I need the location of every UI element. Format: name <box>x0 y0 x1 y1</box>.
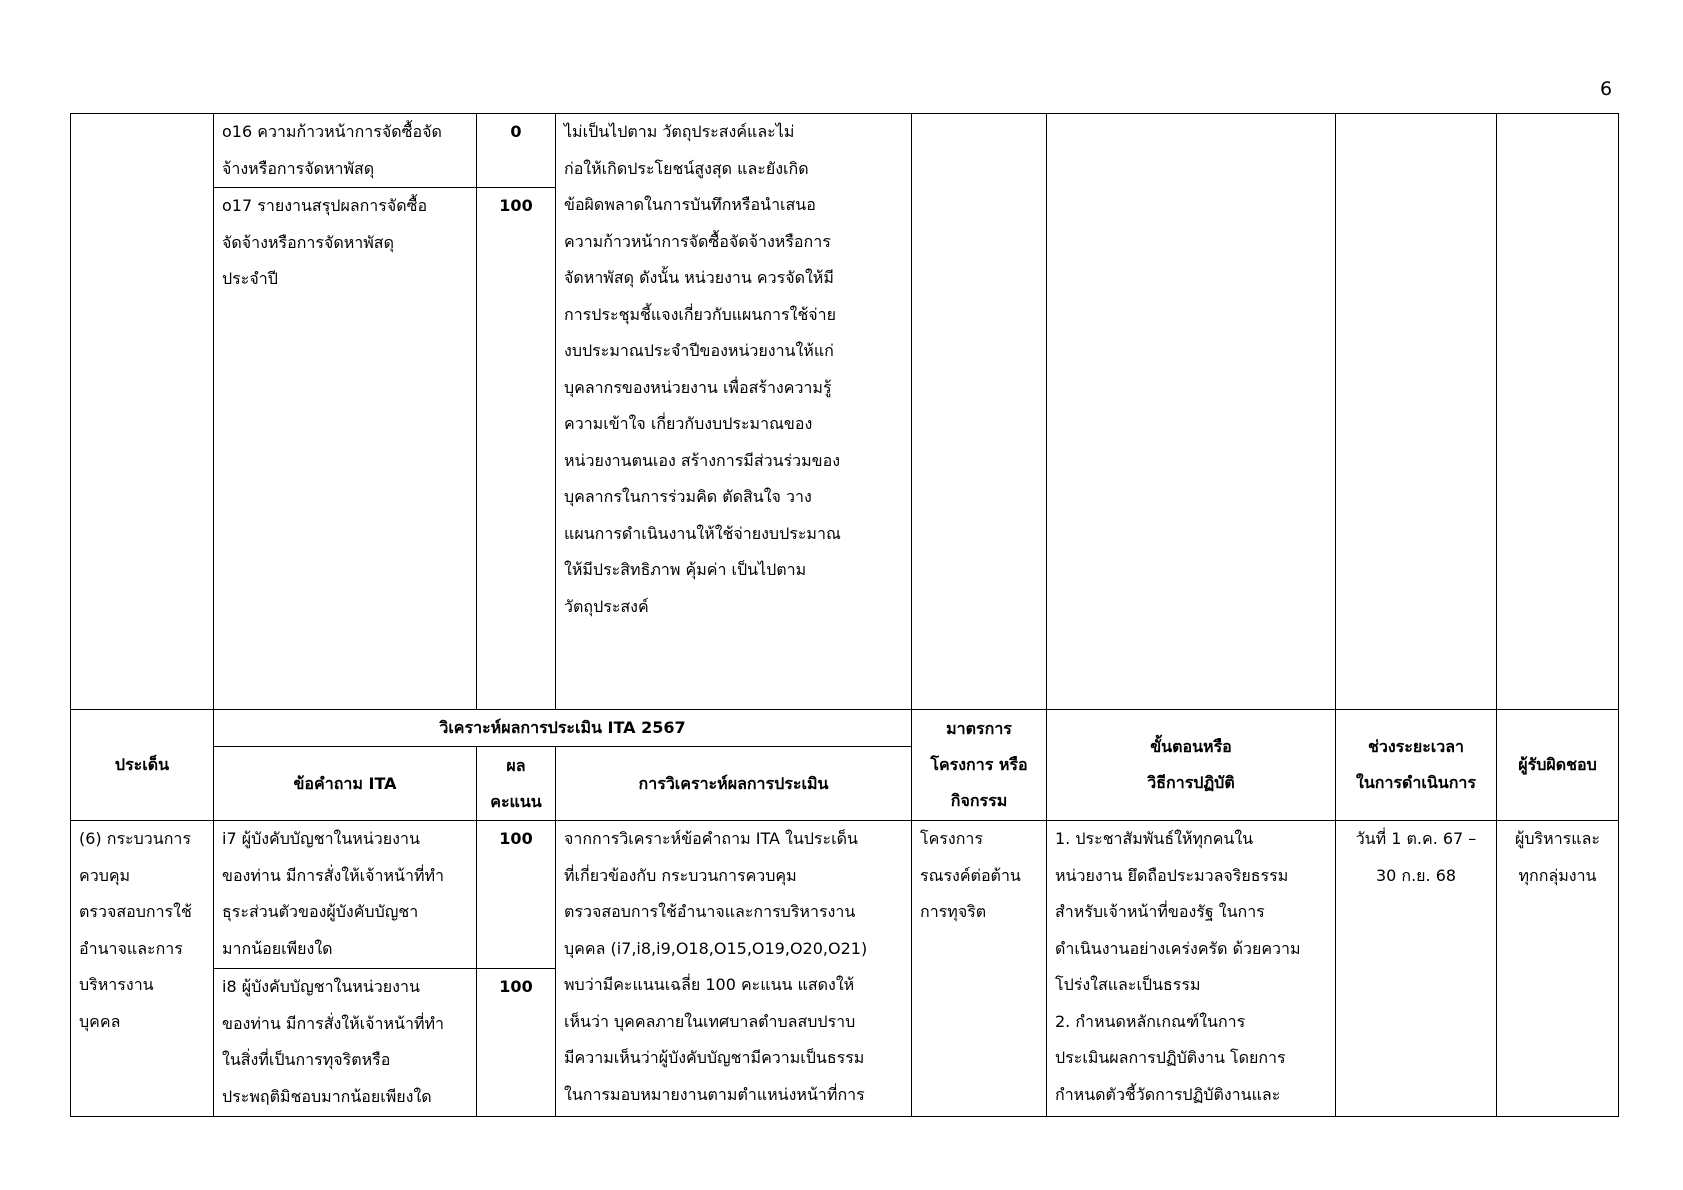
question-text: o17 รายงานสรุปผลการจัดซื้อ จัดจ้างหรือการจัดหาพัสดุ ประจำปี <box>222 196 428 288</box>
continuation-responsible-cell <box>1497 114 1619 710</box>
responsible-text: ผู้บริหารและ ทุกกลุ่มงาน <box>1515 829 1600 885</box>
responsible-cell <box>1497 821 1619 1117</box>
continuation-steps-cell <box>1047 114 1336 710</box>
score-cell-i8 <box>477 969 556 1117</box>
question-text: i8 ผู้บังคับบัญชาในหน่วยงาน ของท่าน มีการสั่งให้เจ้าหน้าที่ทำ ในสิ่งที่เป็นการทุจริตหรือ ประพฤติมิชอบมากน้อยเพียงใด <box>222 977 445 1106</box>
header-score-label: ผล คะแนน <box>490 755 542 811</box>
score-value: 100 <box>499 196 533 215</box>
continuation-row-o16 <box>71 114 1619 188</box>
header-measure <box>912 710 1047 821</box>
measure-text: โครงการ รณรงค์ต่อต้าน การทุจริต <box>920 829 1021 921</box>
header-score <box>477 747 556 821</box>
header-responsible-label: ผู้รับผิดชอบ <box>1518 755 1597 774</box>
issue-cell <box>71 821 214 1117</box>
header-period <box>1336 710 1497 821</box>
question-cell-i7 <box>214 821 477 969</box>
analysis-cell <box>556 821 912 1117</box>
header-measure-label: มาตรการ โครงการ หรือ กิจกรรม <box>930 719 1028 810</box>
steps-text: 1. ประชาสัมพันธ์ให้ทุกคนใน หน่วยงาน ยึดถือประมวลจริยธรรม สำหรับเจ้าหน้าที่ของรัฐ ในการ ดำเนินงานอย่างเคร่งครัด ด้วยความ โปร่งใสและเป็นธรรม 2. กำหนดหลักเกณฑ์ในการ ประเมินผลการปฏิบัติงาน โดยการ กำหนดตัวชี้วัดการปฏิบัติงานและ <box>1055 829 1301 1104</box>
continuation-issue-cell <box>71 114 214 710</box>
page-number: 6 <box>1600 78 1613 100</box>
score-value: 100 <box>499 977 533 996</box>
header-issue <box>71 710 214 821</box>
header-ita-group-label: วิเคราะห์ผลการประเมิน ITA 2567 <box>439 718 686 737</box>
header-analysis <box>556 747 912 821</box>
table-header-row-1 <box>71 710 1619 747</box>
period-text: วันที่ 1 ต.ค. 67 – 30 ก.ย. 68 <box>1355 829 1477 885</box>
continuation-score-o17 <box>477 188 556 710</box>
ita-analysis-table <box>70 113 1619 1117</box>
continuation-question-o16 <box>214 114 477 188</box>
header-period-label: ช่วงระยะเวลา ในการดำเนินการ <box>1356 737 1476 792</box>
continuation-score-o16 <box>477 114 556 188</box>
score-value: 0 <box>510 122 522 141</box>
analysis-text: จากการวิเคราะห์ข้อคำถาม ITA ในประเด็น ที่เกี่ยวข้องกับ กระบวนการควบคุม ตรวจสอบการใช้อำนาจและการบริหารงาน บุคคล (i7,i8,i9,O18,O15,O19,O20,O21) พบว่ามีคะแนนเฉลี่ย 100 คะแนน แสดงให้ เห็นว่า บุคคลภายในเทศบาลตำบลสบปราบ มีความเห็นว่าผู้บังคับบัญชามีความเป็นธรรม ในการมอบหมายงานตามตำแหน่งหน้าที่การ <box>564 829 868 1104</box>
continuation-period-cell <box>1336 114 1497 710</box>
continuation-measure-cell <box>912 114 1047 710</box>
question-cell-i8 <box>214 969 477 1117</box>
continuation-analysis-cell <box>556 114 912 710</box>
table-row-i7 <box>71 821 1619 969</box>
question-text: o16 ความก้าวหน้าการจัดซื้อจัด จ้างหรือการจัดหาพัสดุ <box>222 122 442 178</box>
score-cell-i7 <box>477 821 556 969</box>
measure-cell <box>912 821 1047 1117</box>
header-responsible <box>1497 710 1619 821</box>
header-question <box>214 747 477 821</box>
header-steps <box>1047 710 1336 821</box>
question-text: i7 ผู้บังคับบัญชาในหน่วยงาน ของท่าน มีการสั่งให้เจ้าหน้าที่ทำ ธุระส่วนตัวของผู้บังคับบัญชา มากน้อยเพียงใด <box>222 829 445 958</box>
header-issue-label: ประเด็น <box>114 755 170 774</box>
issue-text: (6) กระบวนการ ควบคุม ตรวจสอบการใช้ อำนาจและการ บริหารงาน บุคคล <box>79 829 192 1031</box>
header-analysis-label: การวิเคราะห์ผลการประเมิน <box>638 773 829 793</box>
header-question-label: ข้อคำถาม ITA <box>293 773 397 793</box>
steps-cell <box>1047 821 1336 1117</box>
score-value: 100 <box>499 829 533 848</box>
header-steps-label: ขั้นตอนหรือ วิธีการปฏิบัติ <box>1147 737 1235 792</box>
period-cell <box>1336 821 1497 1117</box>
header-ita-group <box>214 710 912 747</box>
continuation-question-o17 <box>214 188 477 710</box>
analysis-text: ไม่เป็นไปตาม วัตถุประสงค์และไม่ ก่อให้เกิดประโยชน์สูงสุด และยังเกิด ข้อผิดพลาดในการบันทึกหรือนำเสนอ ความก้าวหน้าการจัดซื้อจัดจ้างหรือการ จัดหาพัสดุ ดังนั้น หน่วยงาน ควรจัดให้มี การประชุมชี้แจงเกี่ยวกับแผนการใช้จ่าย งบประมาณประจำปีของหน่วยงานให้แก่ บุคลากรของหน่วยงาน เพื่อสร้างความรู้ ความเข้าใจ เกี่ยวกับงบประมาณของ หน่วยงานตนเอง สร้างการมีส่วนร่วมของ บุคลากรในการร่วมคิด ตัดสินใจ วาง แผนการดำเนินงานให้ใช้จ่ายงบประมาณ ให้มีประสิทธิภาพ คุ้มค่า เป็นไปตาม วัตถุประสงค์ <box>564 122 841 616</box>
